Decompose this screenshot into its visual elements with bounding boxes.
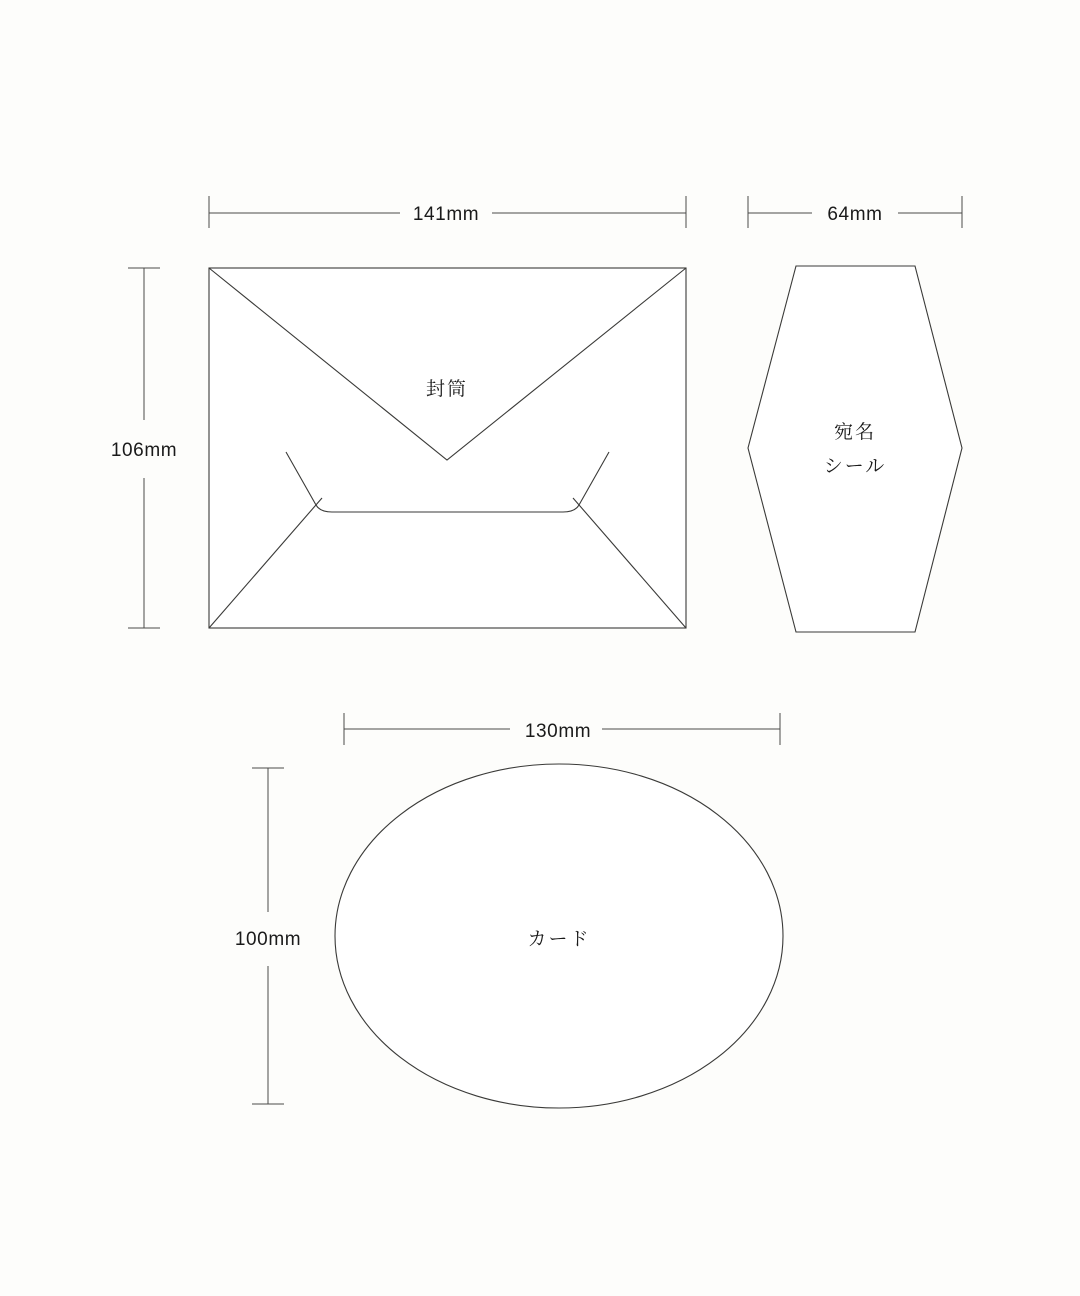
address-seal-label-line1: 宛名 (833, 422, 877, 443)
envelope-height-dimension (111, 268, 177, 628)
card-width-dimension (344, 713, 780, 745)
card-height-dimension (235, 768, 301, 1104)
envelope-label: 封筒 (425, 379, 469, 400)
part-address-seal[interactable] (748, 266, 962, 632)
envelope-width-dimension (209, 196, 686, 228)
envelope-width-label: 141mm (412, 204, 480, 225)
part-envelope[interactable] (209, 268, 686, 628)
card-width-label: 130mm (524, 721, 592, 742)
card-label: カード (527, 929, 591, 950)
seal-width-dimension (748, 196, 962, 228)
envelope-height-label: 106mm (110, 440, 178, 461)
address-seal-label-line2: シール (823, 456, 887, 477)
part-card[interactable] (335, 764, 783, 1108)
card-height-label: 100mm (234, 929, 302, 950)
seal-width-label: 64mm (827, 204, 883, 225)
